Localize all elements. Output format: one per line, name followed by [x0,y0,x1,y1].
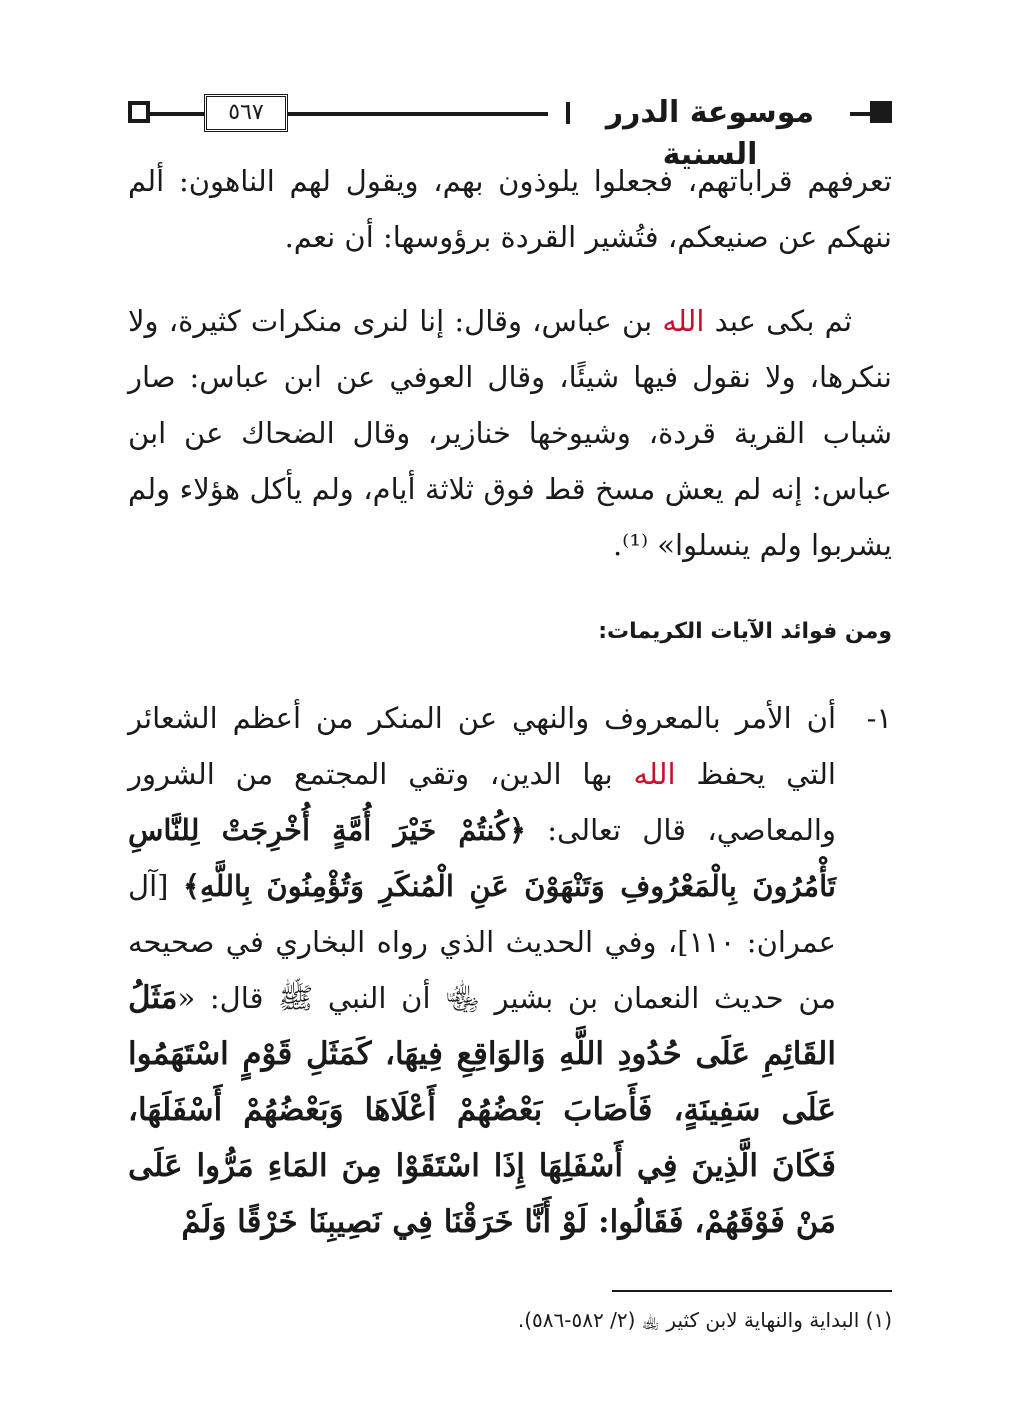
header-square-filled [870,101,892,123]
paragraph-1: تعرفهم قراباتهم، فجعلوا يلوذون بهم، ويقول لهم الناهون: ألم ننهكم عن صنيعكم، فتُشير القردة برؤوسها: أن نعم. [128,164,892,254]
paragraph-2 [128,293,892,573]
footnote-1: (١) البداية والنهاية لابن كثير ﵀ (٢/ ٥٨٢-٥٨٦). [517,1308,892,1332]
page-header [128,92,892,172]
paragraph-2-part-a: ثم بكى عبد [704,304,853,338]
list-item-text [128,690,836,1250]
book-title: موسوعة الدرر السنية [570,92,850,134]
header-rule-left [150,112,210,116]
section-heading: ومن فوائد الآيات الكريمات: [598,619,892,644]
allah-word: الله [662,304,705,338]
footnote-separator [612,1290,892,1292]
page-number: ٥٦٧ [204,94,288,132]
list-item-number: ١- [866,701,892,735]
header-rule-middle [288,112,548,116]
item-text-a: أن الأمر بالمعروف والنهي عن المنكر من أعظم الشعائر التي يحفظ [128,701,836,791]
allah-word: الله [633,757,676,791]
hadith-text: مَثَلُ القَائِمِ عَلَى حُدُودِ اللَّهِ وَالوَاقِعِ فِيهَا، كَمَثَلِ قَوْمٍ اسْتَهَمُوا عَلَى سَفِينَةٍ، فَأَصَابَ بَعْضُهُمْ أَعْلَاهَا وَبَعْضُهُمْ أَسْفَلَهَا، فَكَانَ الَّذِينَ فِي أَسْفَلِهَا إِذَا اسْتَقَوْا مِنَ المَاءِ مَرُّوا عَلَى مَنْ فَوْقَهُمْ، فَقَالُوا: لَوْ أَنَّا خَرَقْنَا فِي نَصِيبِنَا خَرْقًا وَلَمْ [128,980,836,1240]
header-square-outline [128,101,150,123]
paragraph-2-part-b: بن عباس، وقال: إنا لنرى منكرات كثيرة، ولا ننكرها، ولا نقول فيها شيئًا، وقال العوفي عن ابن عباس: صار شباب القرية قردة، وشيوخها خنازير، وقال الضحاك عن ابن عباس: إنه لم يعش مسخ قط فوق ثلاثة أيام، ولم يأكل هؤلاء ولم يشربوا ولم ينسلوا» ⁽¹⁾. [128,304,892,562]
list-item-1 [128,690,892,1250]
quran-verse: ﴿كُنتُمْ خَيْرَ أُمَّةٍ أُخْرِجَتْ لِلنَّاسِ تَأْمُرُونَ بِالْمَعْرُوفِ وَتَنْهَوْنَ عَنِ الْمُنكَرِ وَتُؤْمِنُونَ بِاللَّهِ﴾ [128,813,836,903]
item-text-c: [آل عمران: ١١٠]، وفي الحديث الذي رواه البخاري في صحيحه من حديث النعمان بن بشير ﵄ أن النبي ﷺ قال: « [128,869,836,1015]
item-text-b: بها الدين، وتقي المجتمع من الشرور والمعاصي، قال تعالى: [128,757,836,847]
